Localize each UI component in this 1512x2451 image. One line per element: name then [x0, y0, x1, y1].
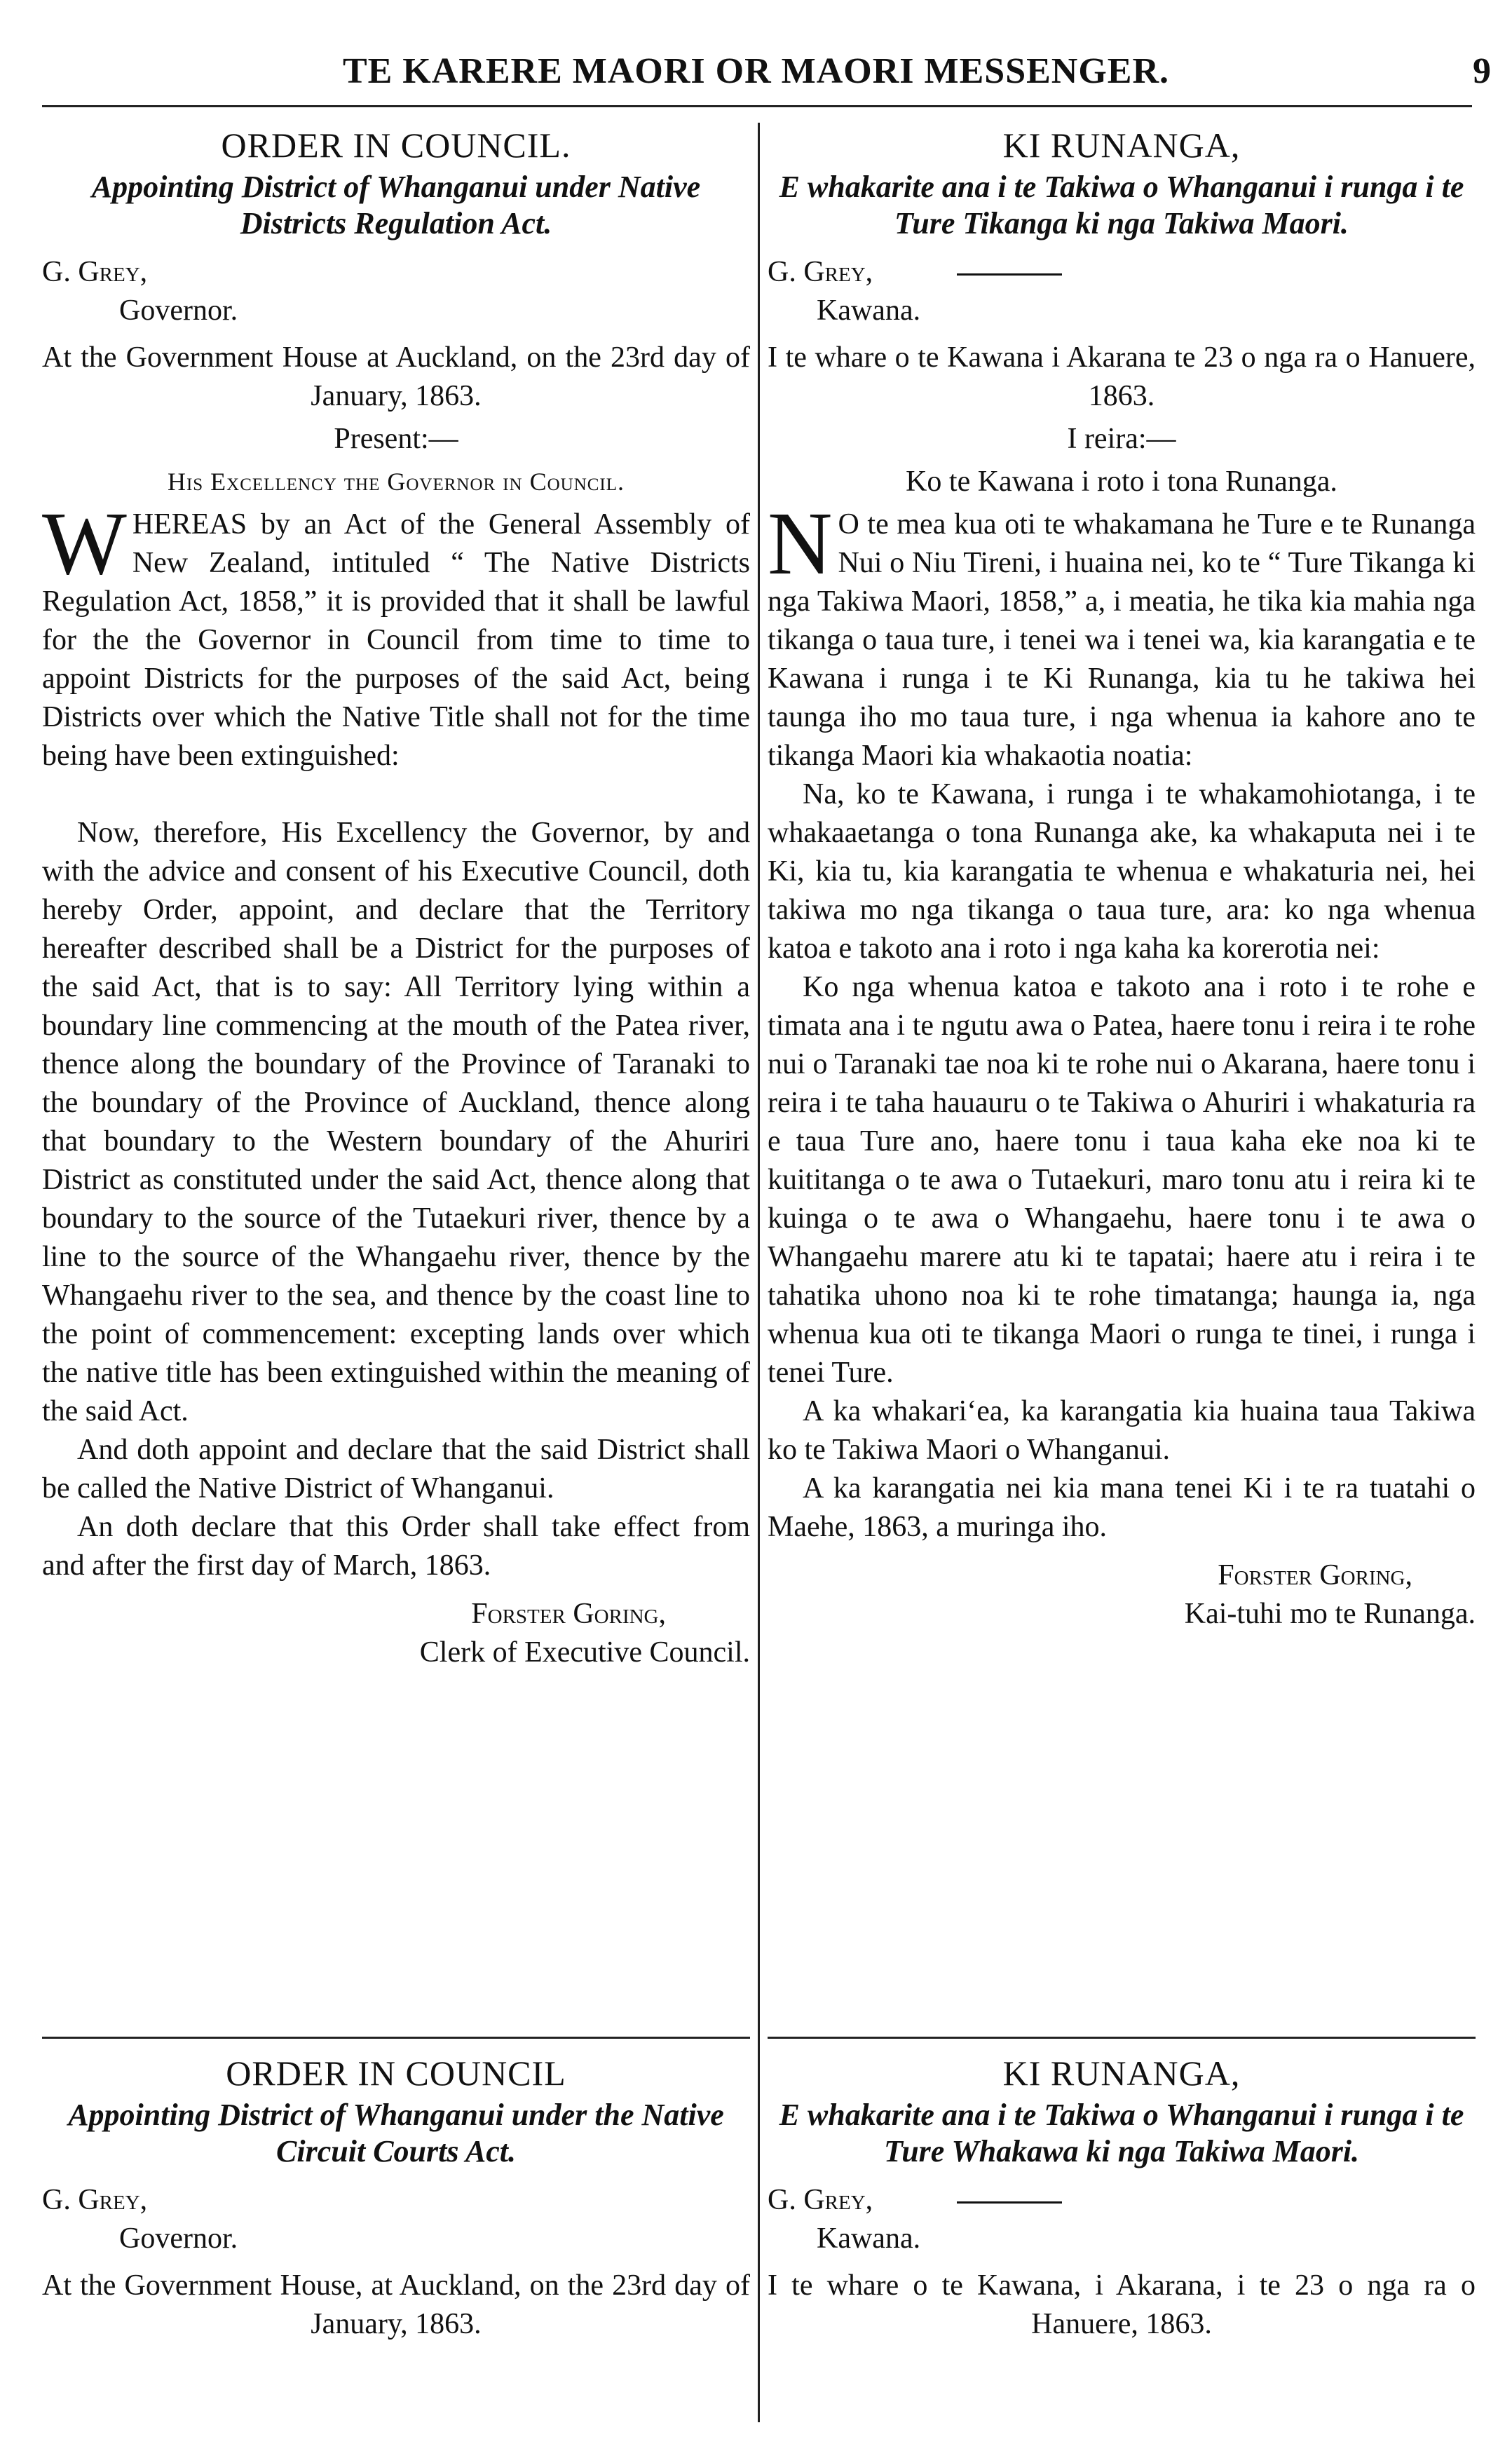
- newspaper-title: TE KARERE MAORI OR MAORI MESSENGER.: [342, 51, 1170, 91]
- page-header: [0, 50, 1512, 114]
- ki-runanga-circuit-courts: [768, 2054, 1476, 2348]
- clerk-name: Forster Goring,: [471, 1598, 666, 1630]
- signer-name-text: G. Grey,: [42, 2184, 148, 2216]
- present-label: I reira:—: [1067, 423, 1176, 455]
- section-title: ORDER IN COUNCIL: [226, 2053, 566, 2093]
- signer-name: [42, 2181, 750, 2220]
- now-therefore-paragraph: Now, therefore, His Excellency the Governor, by and with the advice and consent of his Executive Council, doth hereby Order, appoint, and declare that the Territory hereafter described shall be a District for the purposes of the said Act, that is to say: All Territory lying within a boundary line commencing at the mouth of the Patea river, thence along the boundary of the Province of Taranaki to the boundary of the Province of Auckland, thence along that boundary to the Western boundary of the Ahuriri District as constituted under the said Act, thence along that boundary to the source of the Tutaekuri river, thence by a line to the source of the Whangaehu river, thence by the Whangaehu river to the sea, and thence by the coast line to the point of commencement: excepting lands over which the native title has been extinguished within the meaning of the said Act.: [42, 817, 750, 1427]
- place-date: I te whare o te Kawana, i Akarana, i te 23 o nga ra o Hanuere, 1863.: [768, 2269, 1476, 2340]
- section-title: KI RUNANGA,: [1002, 125, 1241, 165]
- section-rule-right: [768, 2037, 1476, 2039]
- header-rule: [42, 105, 1472, 107]
- signer-role: Governor.: [119, 2222, 238, 2255]
- effect-paragraph: An doth declare that this Order shall take effect from and after the first day of March, 1863.: [42, 1511, 750, 1582]
- signature-dash: [957, 2201, 1062, 2204]
- naming-paragraph: And doth appoint and declare that the said District shall be called the Native District of Whanganui.: [42, 1434, 750, 1505]
- signature-dash: [957, 273, 1062, 276]
- preamble-text: O te mea kua oti te whakamana he Ture e te Runanga Nui o Niu Tireni, i huaina nei, ko te “ Ture Tikanga ki nga Takiwa Maori, 1858,” a, i meatia, he tika kia mahia nga tikanga o taua ture, i tenei wa i tenei wa, kia karangatia e te Kawana i runga i te Ki Runanga, kia tu he takiwa hei taunga iho mo taua ture, i nga whenua ia kahore ano te tikanga Maori kia whakaotia noatia:: [768, 508, 1476, 772]
- order-in-council-circuit-courts: [42, 2054, 750, 2348]
- whereas-paragraph: [42, 494, 750, 775]
- signer-name-text: G. Grey,: [42, 256, 148, 288]
- section-subtitle: Appointing District of Whanganui under the Native Circuit Courts Act.: [68, 2098, 724, 2168]
- signer-name-text: G. Grey,: [768, 256, 873, 288]
- ki-runanga-maori: [768, 126, 1476, 1634]
- signer-name-text: G. Grey,: [768, 2184, 873, 2216]
- signer-role: Governor.: [119, 294, 238, 327]
- section-subtitle: E whakarite ana i te Takiwa o Whanganui i runga i te Ture Tikanga ki nga Takiwa Maori.: [779, 170, 1464, 240]
- place-date: At the Government House at Auckland, on the 23rd day of January, 1863.: [42, 341, 750, 412]
- section-title: KI RUNANGA,: [1002, 2053, 1241, 2093]
- signer-role: Kawana.: [817, 2222, 921, 2255]
- whereas-text: HEREAS by an Act of the General Assembly of New Zealand, intituled “ The Native Districts Regulation Act, 1858,” it is provided that it shall be lawful for the the Governor in Council from time to time to appoint Districts for the purposes of the said Act, being Districts over which the Native Title shall not for the time being have been extinguished:: [42, 508, 750, 772]
- clerk-name: Forster Goring,: [1218, 1559, 1412, 1591]
- drop-cap: N: [768, 494, 833, 593]
- place-date: At the Government House, at Auckland, on the 23rd day of January, 1863.: [42, 2269, 750, 2340]
- order-paragraph: Na, ko te Kawana, i runga i te whakamohiotanga, i te whakaaetanga o tona Runanga ake, ka whakaputa nei i te Ki, kia tu, kia karangatia te whenua e whakaturia nei, hei takiwa mo nga tikanga o taua ture, ara: ko nga whenua katoa e takoto ana i roto i nga kaha ka korerotia nei:: [768, 778, 1476, 965]
- section-subtitle: Appointing District of Whanganui under Native Districts Regulation Act.: [91, 170, 701, 240]
- order-in-council-english: [42, 126, 750, 1672]
- signer-name: [768, 253, 1476, 292]
- clerk-role: Kai-tuhi mo te Runanga.: [1184, 1598, 1476, 1630]
- naming-paragraph: A ka whakari‘ea, ka karangatia kia huaina taua Takiwa ko te Takiwa Maori o Whanganui.: [768, 1395, 1476, 1466]
- effect-paragraph: A ka karangatia nei kia mana tenei Ki i te ra tuatahi o Maehe, 1863, a muringa iho.: [768, 1472, 1476, 1543]
- section-subtitle: E whakarite ana i te Takiwa o Whanganui i runga i te Ture Whakawa ki nga Takiwa Maori.: [779, 2098, 1464, 2168]
- section-rule-left: [42, 2037, 750, 2039]
- clerk-signature: [768, 1556, 1476, 1634]
- paragraph-gap: [42, 775, 750, 814]
- column-divider: [758, 123, 760, 2422]
- preamble-paragraph: [768, 494, 1476, 775]
- page-number: 9: [1473, 51, 1491, 91]
- signer-role: Kawana.: [817, 294, 921, 327]
- present-line: Ko te Kawana i roto i tona Runanga.: [906, 466, 1337, 498]
- present-line: His Excellency the Governor in Council.: [167, 468, 625, 496]
- present-label: Present:—: [334, 423, 458, 455]
- drop-cap: W: [42, 494, 127, 593]
- signer-name: [42, 253, 750, 292]
- clerk-role: Clerk of Executive Council.: [419, 1636, 750, 1669]
- boundary-paragraph: Ko nga whenua katoa e takoto ana i roto i te rohe e timata ana i te ngutu awa o Patea, haere tonu i reira i te rohe nui o Taranaki tae noa ki te rohe nui o Akarana, haere tonu i reira i te taha hauauru o te Takiwa o Ahuriri i whakaturia ra e taua Ture ano, haere tonu i taua kaha eke noa ki te kuititanga o te awa o Tutaekuri, maro tonu atu i reira ki te kuinga o te awa o Whangaehu, haere tonu i te awa o Whangaehu marere atu ki te tapatai; haere atu i reira i te tahatika uhono noa ki te rohe timatanga; haunga ia, nga whenua kua oti te tikanga Maori o runga te tinei, i runga i tenei Ture.: [768, 971, 1476, 1389]
- section-title: ORDER IN COUNCIL.: [221, 125, 571, 165]
- signer-name: [768, 2181, 1476, 2220]
- place-date: I te whare o te Kawana i Akarana te 23 o nga ra o Hanuere, 1863.: [768, 341, 1476, 412]
- clerk-signature: [42, 1595, 750, 1672]
